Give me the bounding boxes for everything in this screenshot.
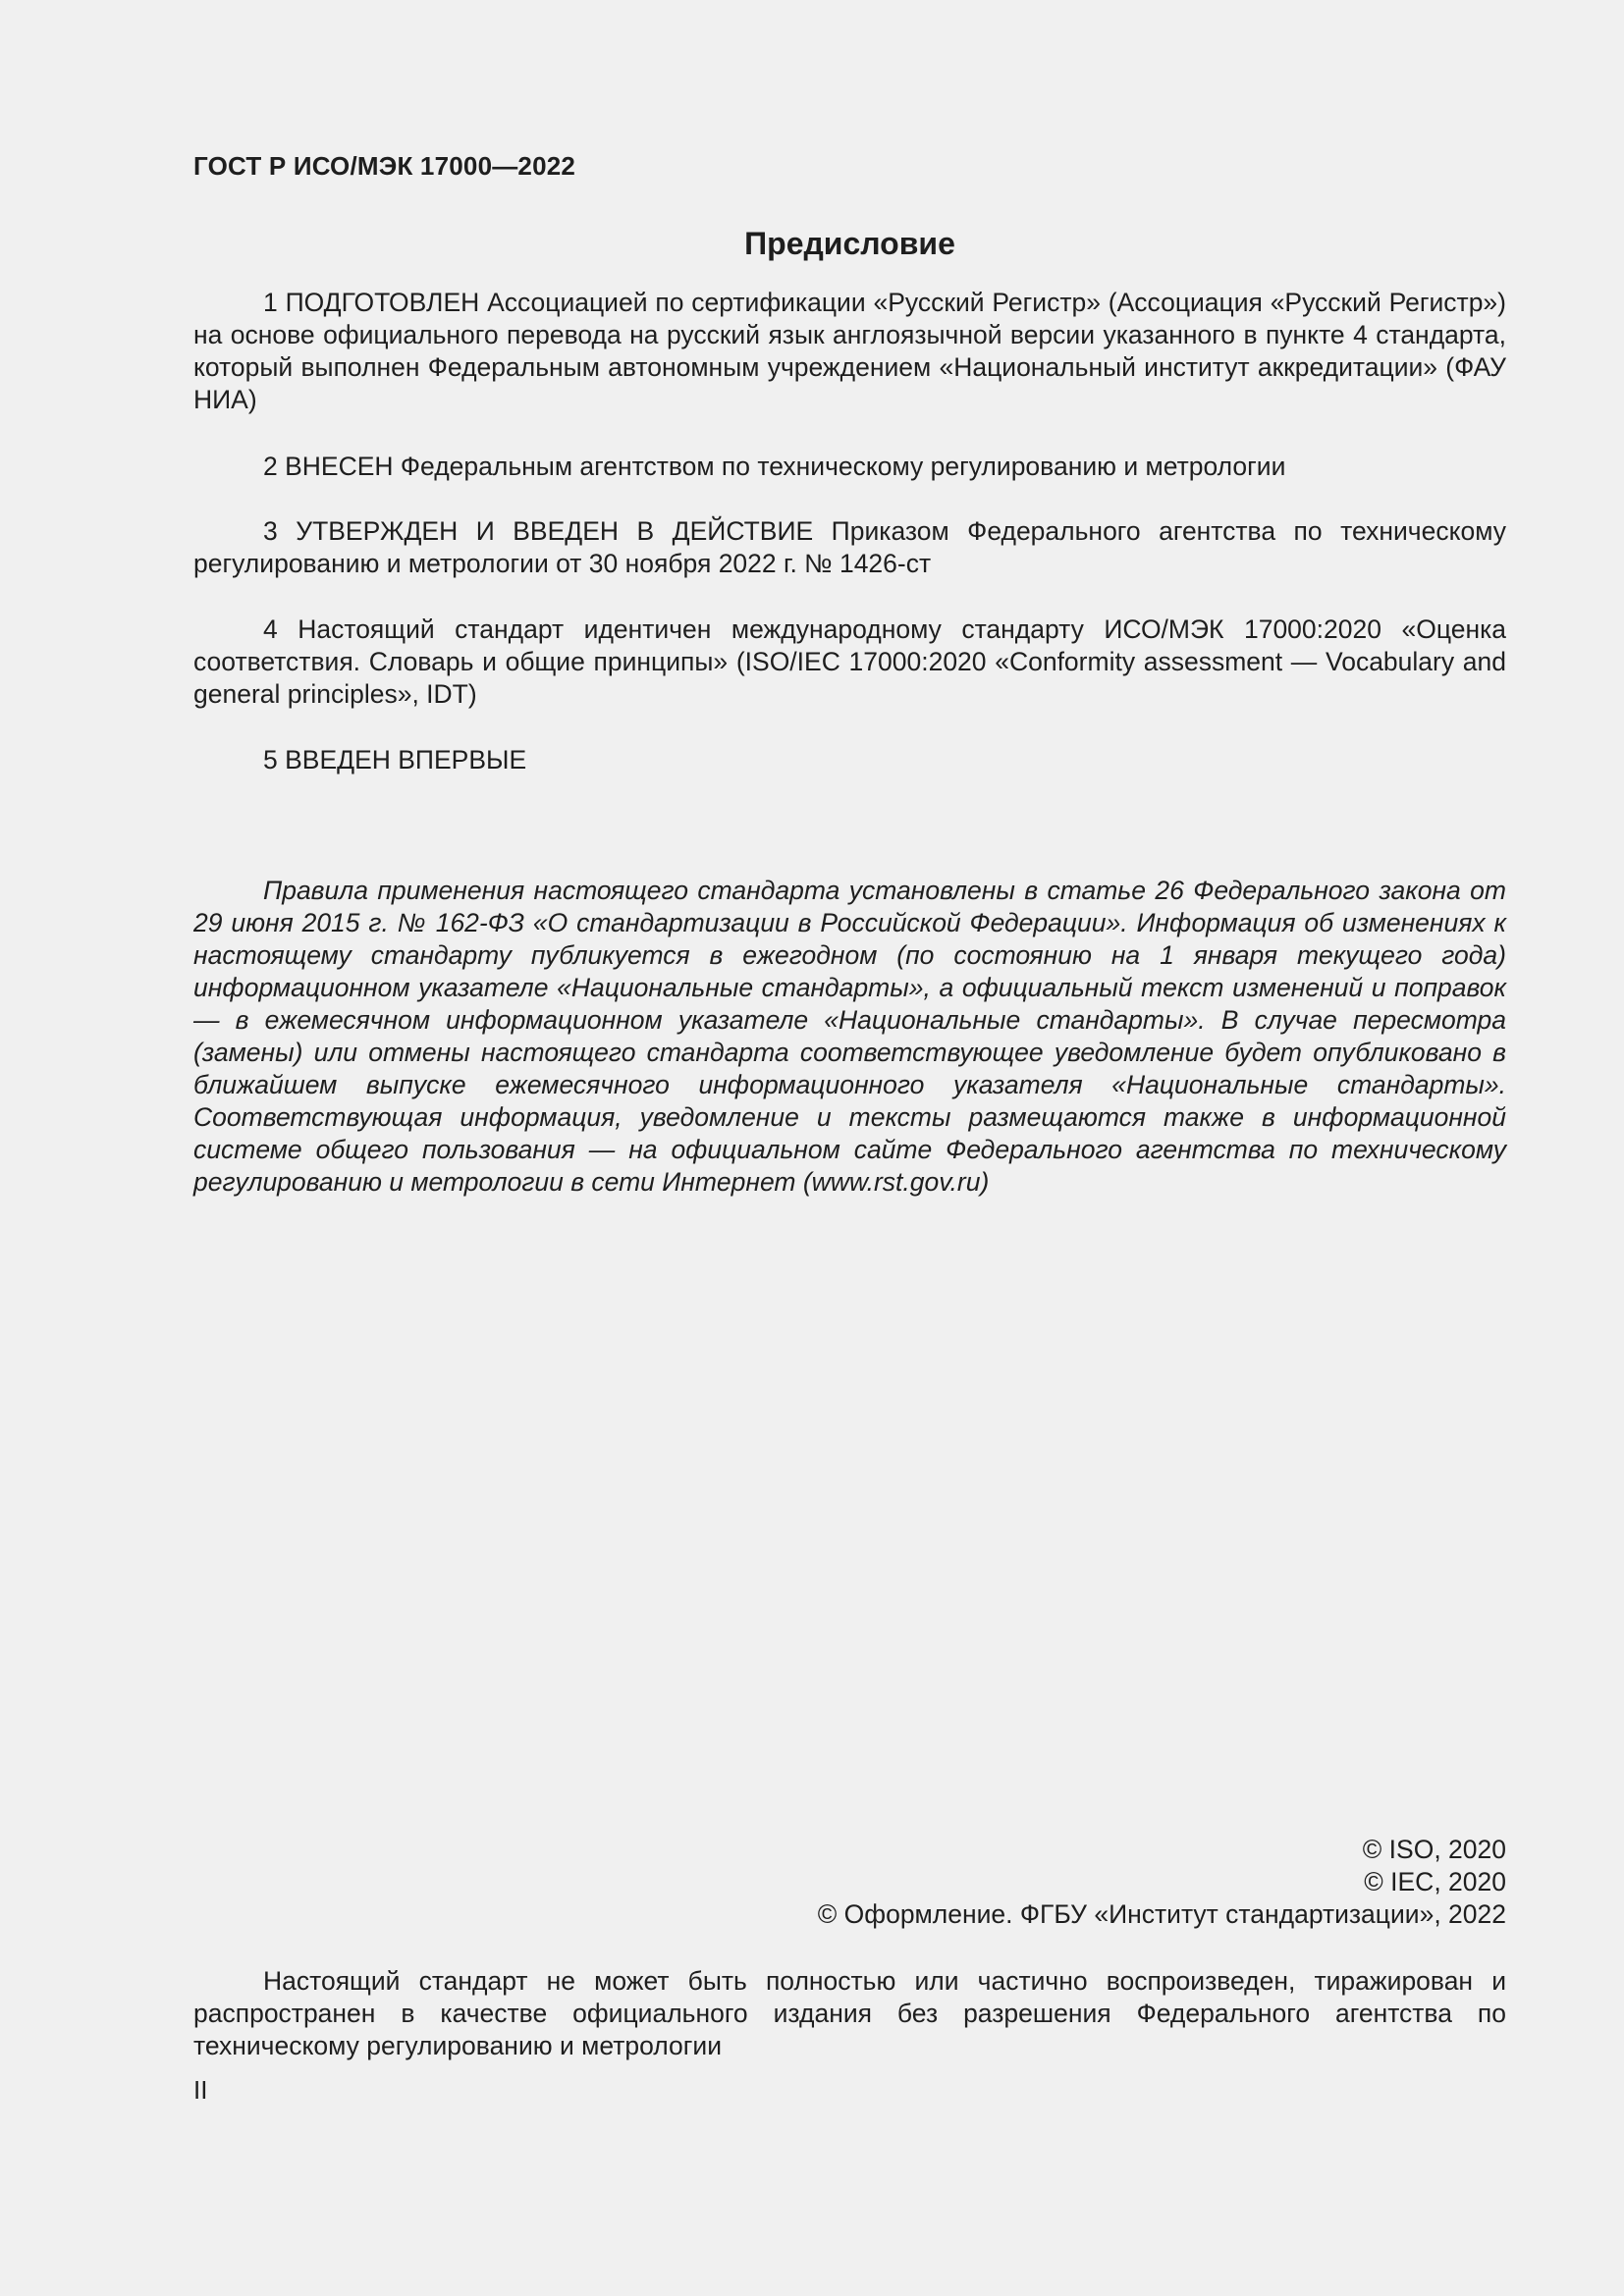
foreword-item-5: 5 ВВЕДЕН ВПЕРВЫЕ <box>263 745 527 774</box>
copyright-block <box>193 1834 1506 1931</box>
foreword-item-1: 1 ПОДГОТОВЛЕН Ассоциацией по сертификации «Русский Регистр» (Ассоциация «Русский Регистр») на основе официального перевода на русский язык англоязычной версии указанного в пункте 4 стандарта, который выполнен Федеральным автономным учреждением «Национальный институт аккредитации» (ФАУ НИА) <box>193 288 1506 414</box>
foreword-item-3: 3 УТВЕРЖДЕН И ВВЕДЕН В ДЕЙСТВИЕ Приказом Федерального агентства по техническому регулированию и метрологии от 30 ноября 2022 г. № 1426-ст <box>193 516 1506 578</box>
copyright-iso: © ISO, 2020 <box>1362 1835 1506 1864</box>
copyright-design: © Оформление. ФГБУ «Институт стандартизации», 2022 <box>817 1899 1506 1929</box>
copyright-iec: © IEC, 2020 <box>1364 1867 1506 1896</box>
foreword-item-2: 2 ВНЕСЕН Федеральным агентством по техническому регулированию и метрологии <box>263 452 1286 481</box>
page-title: Предисловие <box>744 226 955 261</box>
reproduction-rights-notice: Настоящий стандарт не может быть полностью или частично воспроизведен, тиражирован и распространен в качестве официального издания без разрешения Федерального агентства по техническому регулированию и метрологии <box>193 1966 1506 2060</box>
standard-designation: ГОСТ Р ИСО/МЭК 17000—2022 <box>193 151 576 181</box>
application-rules-notice: Правила применения настоящего стандарта установлены в статье 26 Федерального закона от 29 июня 2015 г. № 162-ФЗ «О стандартизации в Российской Федерации». Информация об изменениях к настоящему стандарту публикуется в ежегодном (по состоянию на 1 января текущего года) информационном указателе «Национальные стандарты», а официальный текст изменений и поправок — в ежемесячном информационном указателе «Национальные стандарты». В случае пересмотра (замены) или отмены настоящего стандарта соответствующее уведомление будет опубликовано в ближайшем выпуске ежемесячного информационного указателя «Национальные стандарты». Соответствующая информация, уведомление и тексты размещаются также в информационной системе общего пользования — на официальном сайте Федерального агентства по техническому регулированию и метрологии в сети Интернет (www.rst.gov.ru) <box>193 876 1506 1197</box>
page-number: II <box>193 2075 208 2105</box>
foreword-item-4: 4 Настоящий стандарт идентичен международному стандарту ИСО/МЭК 17000:2020 «Оценка соответствия. Словарь и общие принципы» (ISO/IEC 17000:2020 «Conformity assessment — Vocabulary and general principles», IDT) <box>193 614 1506 709</box>
